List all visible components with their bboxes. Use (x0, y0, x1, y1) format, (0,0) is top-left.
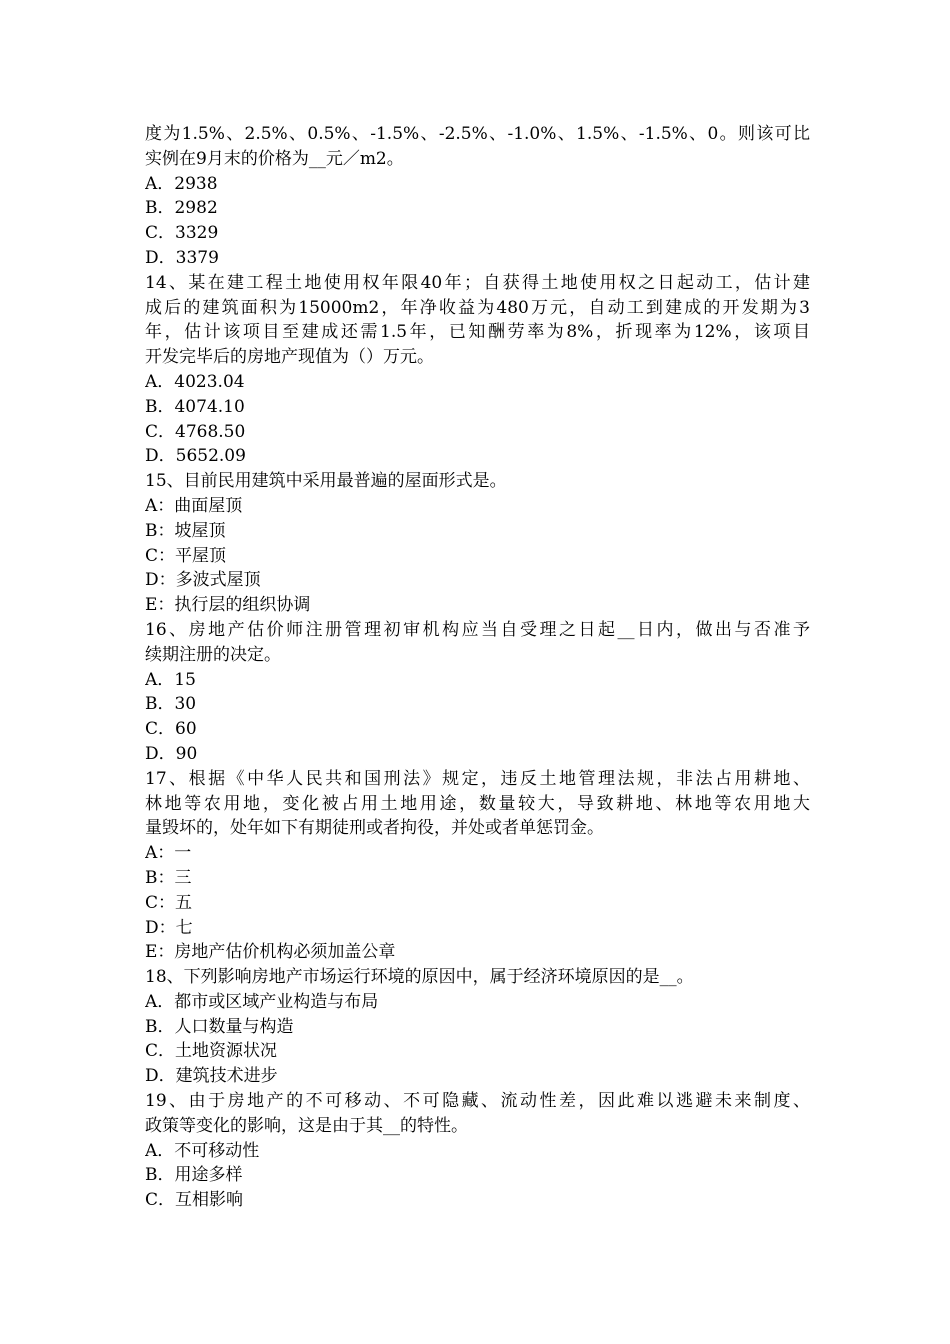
text-line: 度为1.5%、2.5%、0.5%、-1.5%、-2.5%、-1.0%、1.5%、-1.5%、0。则该可比 (145, 124, 810, 144)
text-line: 开发完毕后的房地产现值为（）万元。 (145, 347, 434, 368)
option-line: D．3379 (145, 247, 219, 268)
option-line: C．土地资源状况 (145, 1041, 278, 1062)
option-line: D．90 (145, 743, 198, 764)
text-line: 续期注册的决定。 (145, 644, 281, 665)
option-line: D．建筑技术进步 (145, 1066, 278, 1087)
option-line: C．3329 (145, 223, 219, 244)
document-page (145, 122, 810, 1213)
option-line: A：曲面屋顶 (145, 495, 243, 516)
option-line: C．4768.50 (145, 421, 246, 442)
option-line: D．5652.09 (145, 446, 246, 467)
option-line: C：五 (145, 892, 193, 913)
text-line: 成后的建筑面积为15000m2，年净收益为480万元，自动工到建成的开发期为3 (145, 297, 810, 318)
text-line: 量毁坏的，处年如下有期徒刑或者拘役，并处或者单惩罚金。 (145, 818, 604, 839)
option-line: A．15 (145, 669, 196, 690)
option-line: A．2938 (145, 173, 218, 194)
option-line: E：执行层的组织协调 (145, 595, 311, 616)
text-line: 年，估计该项目至建成还需1.5年，已知酬劳率为8%，折现率为12%，该项目 (145, 322, 810, 343)
question-14: 14、某在建工程土地使用权年限40年；自获得土地使用权之日起动工，估计建 (145, 272, 810, 293)
question-18: 18、下列影响房地产市场运行环境的原因中，属于经济环境原因的是__。 (145, 967, 694, 988)
option-line: B：坡屋顶 (145, 520, 226, 541)
option-line: A：一 (145, 843, 192, 864)
option-line: B．4074.10 (145, 396, 245, 417)
option-line: B．用途多样 (145, 1165, 243, 1186)
option-line: B．人口数量与构造 (145, 1016, 294, 1037)
option-line: A．4023.04 (145, 371, 245, 392)
text-line: 林地等农用地，变化被占用土地用途，数量较大，导致耕地、林地等农用地大 (145, 793, 810, 814)
option-line: D：七 (145, 917, 193, 938)
option-line: C：平屋顶 (145, 545, 227, 566)
question-15: 15、目前民用建筑中采用最普遍的屋面形式是。 (145, 471, 507, 492)
text-line: 实例在9月末的价格为__元／m2。 (145, 148, 404, 169)
option-line: E：房地产估价机构必须加盖公章 (145, 942, 396, 963)
option-line: B．2982 (145, 198, 218, 219)
option-line: B：三 (145, 867, 192, 888)
question-17: 17、根据《中华人民共和国刑法》规定，违反土地管理法规，非法占用耕地、 (145, 768, 810, 789)
text-line: 政策等变化的影响，这是由于其__的特性。 (145, 1115, 468, 1136)
option-line: C．60 (145, 719, 197, 740)
question-19: 19、由于房地产的不可移动、不可隐藏、流动性差，因此难以逃避未来制度、 (145, 1091, 810, 1112)
option-line: D：多波式屋顶 (145, 570, 261, 591)
option-line: A．不可移动性 (145, 1140, 260, 1161)
option-line: B．30 (145, 694, 197, 715)
option-line: A．都市或区域产业构造与布局 (145, 991, 379, 1012)
option-line: C．互相影响 (145, 1190, 244, 1211)
question-16: 16、房地产估价师注册管理初审机构应当自受理之日起__日内，做出与否准予 (145, 619, 810, 640)
